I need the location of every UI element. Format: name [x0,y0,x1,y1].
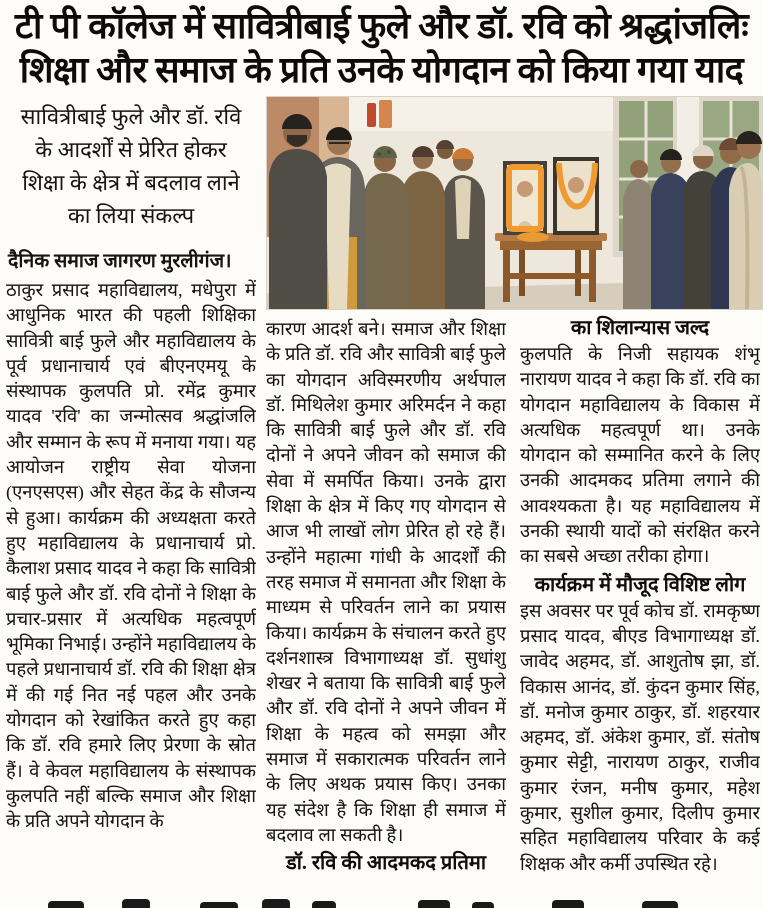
fire-extinguisher [367,103,376,127]
subhead-attendees: कार्यक्रम में मौजूद विशिष्ट लोग [534,573,746,596]
right-section [266,96,763,896]
byline: दैनिक समाज जागरण मुरलीगंज। [8,251,232,272]
portrait-savitribai-phule [503,161,547,235]
marigold-offering [517,232,549,242]
column-2 [266,315,506,893]
event-photo-illustration [267,97,762,309]
lower-columns [266,315,763,893]
column-3-body-2: इस अवसर पर पूर्व कोच डॉ. रामकृष्ण प्रसाद यादव, बीएड विभागाध्यक्ष डॉ. जावेद अहमद, डॉ. आशुतोष झा, डॉ. विकास आनंद, डॉ. कुंदन कुमार सिंह, डॉ. मनोज कुमार ठाकुर, डॉ. शहरयार अहमद, डॉ. अंकेश कुमार, डॉ. संतोष कुमार सेट्टी, नारायण ठाकुर, राजीव कुमार रंजन, मनीष कुमार, महेश कुमार, सुशील कुमार, दिलीप कुमार सहित महाविद्यालय परिवार के कई शिक्षक और कर्मी उपस्थित रहे। [520,600,760,874]
headline-line-1: टी पी कॉलेज में सावित्रीबाई फुले और डॉ. रवि को श्रद्धांजलिः [14,6,749,46]
subhead-foundation: का शिलान्यास जल्द [570,317,710,339]
column-2-body: कारण आदर्श बने। समाज और शिक्षा के प्रति डॉ. रवि और सावित्री बाई फुले का योगदान अविस्मरणीय अर्थपाल डॉ. मिथिलेश कुमार अरिमर्दन ने कहा कि सावित्री बाई फुले और डॉ. रवि दोनों ने अपने जीवन को समाज की सेवा में समर्पित किया। उनके द्वारा शिक्षा के क्षेत्र में किए गए योगदान से आज भी लाखों लोग प्रेरित हो रहे हैं। उन्होंने महात्मा गांधी के आदर्शों की तरह समाज में समानता और शिक्षा के माध्यम से परिवर्तन लाने का प्रयास किया। कार्यक्रम के संचालन करते हुए दर्शनशास्त्र विभागाध्यक्ष डॉ. सुधांशु शेखर ने बताया कि सावित्री बाई फुले और डॉ. रवि दोनों ने अपने जीवन में शिक्षा के महत्व को समझा और समाज में सकारात्मक परिवर्तन लाने के लिए अथक प्रयास किए। उनका यह संदेश है कि शिक्षा ही समाज में बदलाव ला सकती है। [266,319,506,845]
next-article-cutoff [0,894,763,908]
column-1-body: ठाकुर प्रसाद महाविद्यालय, मधेपुरा में आधुनिक भारत की पहली शिक्षिका सावित्री बाई फुले और महाविद्यालय के पूर्व प्रधानाचार्य एवं बीएनएमयू के संस्थापक कुलपति प्रो. रमेंद्र कुमार यादव 'रवि' का जन्मोत्सव श्रद्धांजलि और सम्मान के रूप में मनाया गया। यह आयोजन राष्ट्रीय सेवा योजना (एनएसएस) और सेहत केंद्र के सौजन्य से हुआ। कार्यक्रम की अध्यक्षता करते हुए महाविद्यालय के प्रधानाचार्य प्रो. कैलाश प्रसाद यादव ने कहा कि सावित्री बाई फुले और डॉ. रवि दोनों ने शिक्षा के प्रचार-प्रसार में अत्यधिक महत्वपूर्ण भूमिका निभाई। उन्होंने महाविद्यालय के पहले प्रधानाचार्य डॉ. रवि की शिक्षा क्षेत्र में की गई नित नई पहल और उनके योगदान को रेखांकित करते हुए कहा कि डॉ. रवि हमारे लिए प्रेरणा के स्रोत हैं। वे केवल महाविद्यालय के संस्थापक कुलपति नहीं बल्कि समाज और शिक्षा के प्रति अपने योगदान के [6,280,256,832]
lede: सावित्रीबाई फुले और डॉ. रवि के आदर्शों से प्रेरित होकर शिक्षा के क्षेत्र में बदलाव लाने का लिया संकल्प [20,104,242,228]
column-1 [6,96,256,896]
column-3-body-1: कुलपति के निजी सहायक शंभू नारायण यादव ने कहा कि डॉ. रवि का योगदान महाविद्यालय के विकास में अत्यधिक महत्वपूर्ण था। उनके योगदान को सम्मानित करने के लिए उनकी आदमकद प्रतिमा लगाने की आवश्यकता है। यह महाविद्यालय में उनकी स्थायी यादों को संरक्षित करने का सबसे अच्छा तरीका होगा। [520,344,760,567]
portrait-dr-ravi [553,157,599,235]
event-photo [266,96,763,310]
column-3 [520,315,760,893]
article-headline [0,0,763,92]
headline-line-2: शिक्षा और समाज के प्रति उनके योगदान को किया गया याद [19,50,744,90]
article-body [0,92,763,896]
subhead-statue: डॉ. रवि की आदमकद प्रतिमा [286,852,486,875]
